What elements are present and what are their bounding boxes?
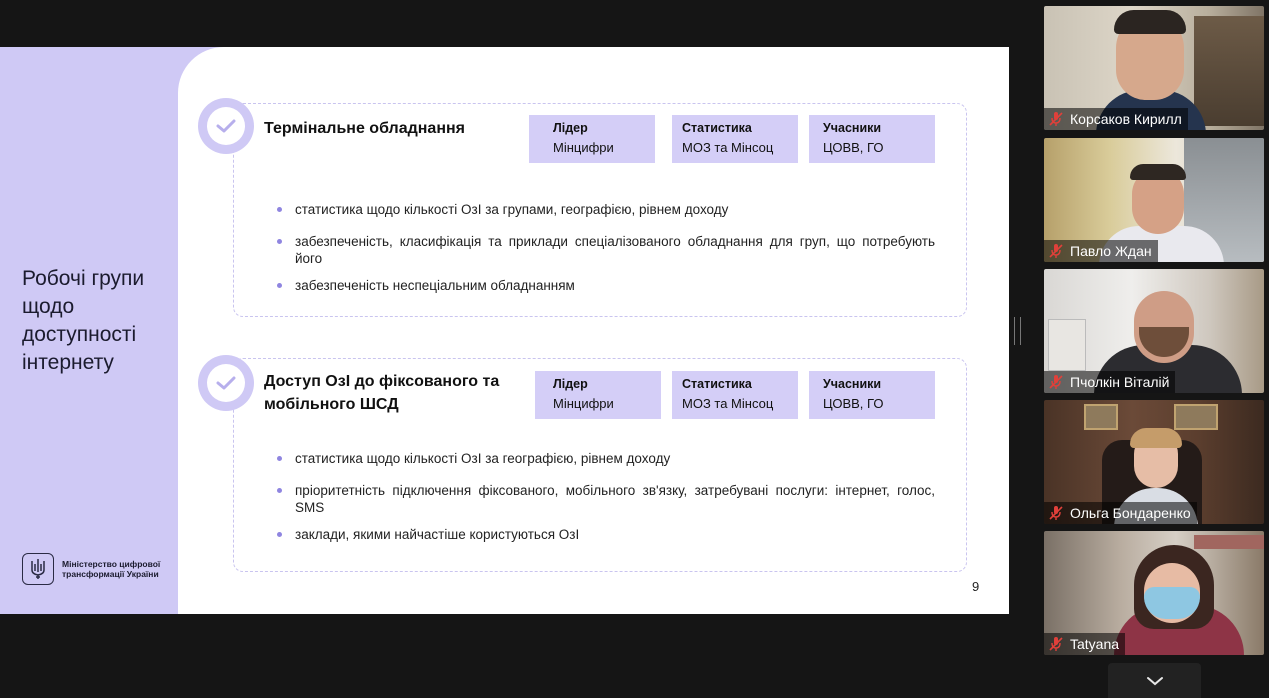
- ministry-logo: [22, 553, 177, 585]
- participant-tile[interactable]: [1044, 269, 1264, 393]
- check-badge-icon: [198, 355, 254, 411]
- participant-tile[interactable]: [1044, 531, 1264, 655]
- role-value: Мінцифри: [553, 396, 614, 411]
- list-item: забезпеченість неспеціальним обладнанням: [275, 277, 935, 294]
- role-label: Статистика: [682, 377, 752, 391]
- trident-icon: [22, 553, 54, 585]
- participant-tile[interactable]: [1044, 6, 1264, 130]
- role-statistics-2: [672, 371, 798, 419]
- mic-muted-icon: [1048, 243, 1064, 259]
- list-item: пріоритетність підключення фіксованого, мобільного зв'язку, затребувані послуги: інтернет, голос, SMS: [275, 482, 935, 516]
- participant-name-bar: [1044, 502, 1197, 524]
- participant-name: Пчолкін Віталій: [1070, 374, 1170, 390]
- role-label: Лідер: [553, 121, 588, 135]
- role-value: МОЗ та Мінсоц: [682, 396, 774, 411]
- list-item: заклади, якими найчастіше користуються ОзІ: [275, 526, 935, 543]
- section-title-2: Доступ ОзІ до фіксованого та мобільного ШСД: [264, 373, 500, 413]
- mic-muted-icon: [1048, 505, 1064, 521]
- role-value: Мінцифри: [553, 140, 614, 155]
- bullet-list-2: [275, 450, 935, 543]
- participant-tile[interactable]: [1044, 400, 1264, 524]
- mic-muted-icon: [1048, 111, 1064, 127]
- section-title-1: Термінальне обладнання: [264, 120, 465, 137]
- participant-name: Ольга Бондаренко: [1070, 505, 1191, 521]
- expand-participants-button[interactable]: [1108, 663, 1201, 698]
- role-statistics-1: [672, 115, 798, 163]
- participant-name-bar: [1044, 108, 1188, 130]
- bullet-list-1: [275, 201, 935, 294]
- list-item: забезпеченість, класифікація та приклади спеціалізованого обладнання для груп, що потребують його: [275, 233, 935, 267]
- ministry-name: Міністерство цифрової трансформації України: [62, 559, 161, 579]
- slide-side-title: Робочі групи щодо доступності інтернету: [22, 267, 145, 374]
- participant-name-bar: [1044, 633, 1125, 655]
- participant-name: Tatyana: [1070, 636, 1120, 652]
- participant-name: Корсаков Кирилл: [1070, 111, 1182, 127]
- participant-name: Павло Ждан: [1070, 243, 1152, 259]
- role-leader-1: [529, 115, 655, 163]
- role-participants-2: [809, 371, 935, 419]
- list-item: статистика щодо кількості ОзІ за групами, географією, рівнем доходу: [275, 201, 935, 218]
- role-label: Статистика: [682, 121, 752, 135]
- mic-muted-icon: [1048, 636, 1064, 652]
- role-label: Учасники: [823, 377, 882, 391]
- role-participants-1: [809, 115, 935, 163]
- role-label: Учасники: [823, 121, 882, 135]
- role-value: МОЗ та Мінсоц: [682, 140, 774, 155]
- participant-name-bar: [1044, 240, 1158, 262]
- role-label: Лідер: [553, 377, 588, 391]
- mic-muted-icon: [1048, 374, 1064, 390]
- slide-page-number: 9: [972, 579, 980, 594]
- panel-resize-handle[interactable]: [1014, 317, 1021, 345]
- participant-tile[interactable]: [1044, 138, 1264, 262]
- role-value: ЦОВВ, ГО: [823, 140, 884, 155]
- check-badge-icon: [198, 98, 254, 154]
- list-item: статистика щодо кількості ОзІ за географією, рівнем доходу: [275, 450, 935, 467]
- chevron-down-icon: [1146, 676, 1164, 686]
- role-value: ЦОВВ, ГО: [823, 396, 884, 411]
- participant-name-bar: [1044, 371, 1175, 393]
- role-leader-2: [535, 371, 661, 419]
